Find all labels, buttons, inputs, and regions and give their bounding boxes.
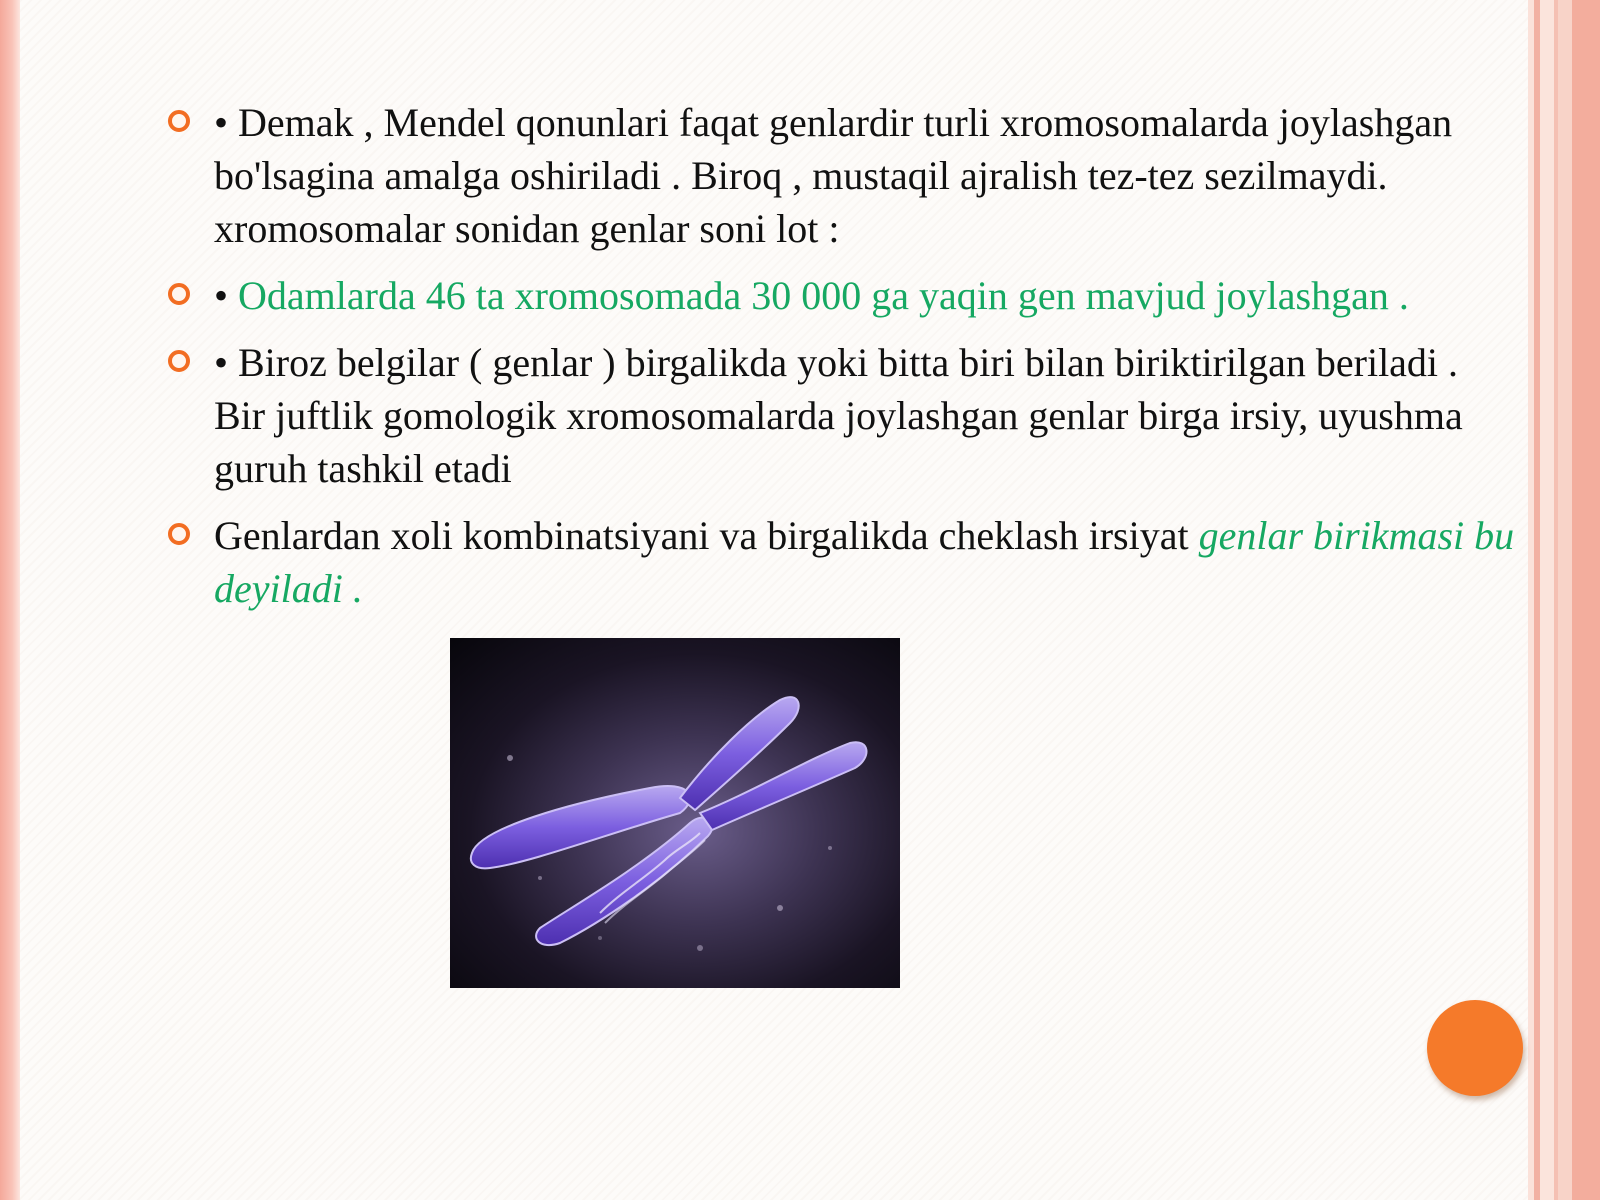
bullet-item-4	[166, 509, 1516, 615]
bullet-emphasis-4: genlar birikmasi bu deyiladi .	[214, 513, 1515, 611]
bullet-text-4: Genlardan xoli kombinatsiyani va birgalikda cheklash irsiyat	[214, 513, 1199, 558]
chromosome-illustration	[450, 638, 900, 988]
right-border-decoration	[1528, 0, 1600, 1200]
bullet-circle-icon	[168, 523, 190, 545]
bullet-prefix-2: •	[214, 273, 239, 318]
bullet-circle-icon	[168, 350, 190, 372]
bullet-circle-icon	[168, 283, 190, 305]
bullet-item-1	[166, 96, 1516, 255]
slide-content	[166, 96, 1516, 629]
left-border-decoration	[0, 0, 20, 1200]
bullet-item-3	[166, 336, 1516, 495]
bullet-text-2: Odamlarda 46 ta xromosomada 30 000 ga yaqin gen mavjud joylashgan .	[238, 273, 1409, 318]
bullet-text-3: • Biroz belgilar ( genlar ) birgalikda yoki bitta biri bilan biriktirilgan beriladi . Bir juftlik gomologik xromosomalarda joylashgan genlar birga irsiy, uyushma guruh tashkil etadi	[214, 340, 1463, 491]
next-slide-circle-icon[interactable]	[1427, 1000, 1523, 1096]
chromosome-image	[450, 638, 900, 988]
bullet-item-2	[166, 269, 1516, 322]
chromosome-shape	[471, 697, 867, 945]
bullet-text-1: • Demak , Mendel qonunlari faqat genlardir turli xromosomalarda joylashgan bo'lsagina amalga oshiriladi . Biroq , mustaqil ajralish tez-tez sezilmaydi. xromosomalar sonidan genlar soni lot :	[214, 100, 1453, 251]
bullet-circle-icon	[168, 110, 190, 132]
